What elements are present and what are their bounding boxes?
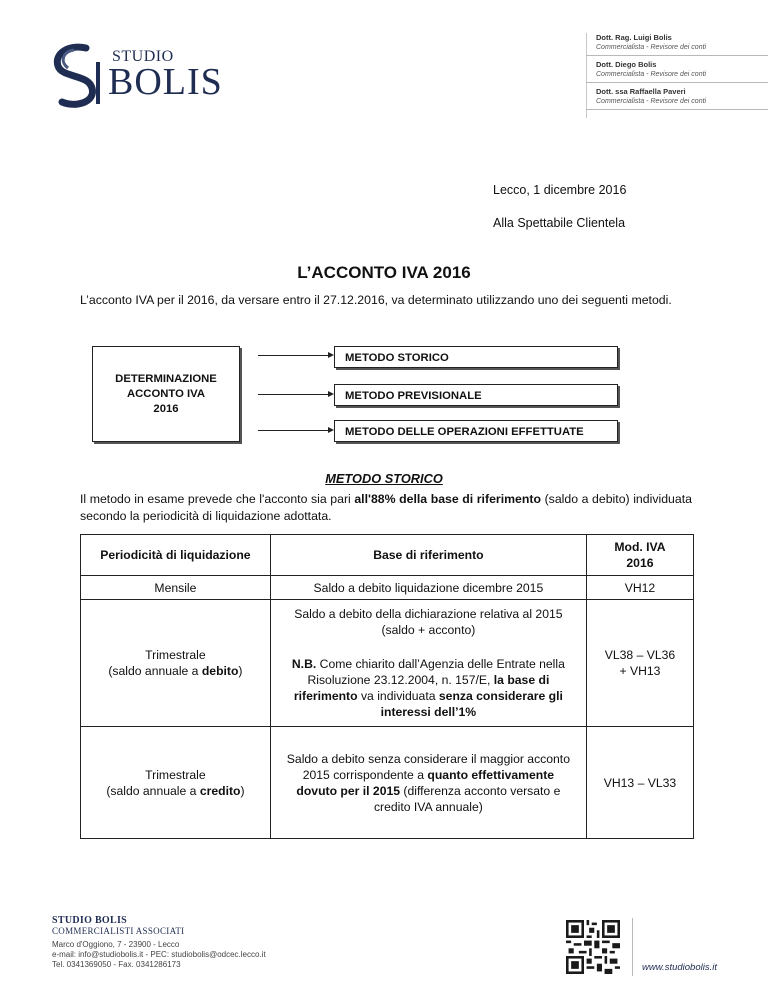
partner-item — [586, 87, 768, 110]
table-header-cell: Base di riferimento — [270, 535, 586, 576]
mod-line: VL38 – VL36 — [604, 648, 676, 662]
nb-bold: senza considerare gli interessi dell’1% — [380, 689, 563, 719]
partners-list — [586, 33, 768, 114]
method-operazioni-box: METODO DELLE OPERAZIONI EFFETTUATE — [334, 420, 618, 442]
section-text: (saldo a debito) individuata secondo la periodicità di liquidazione adottata. — [80, 492, 692, 523]
table-cell — [270, 727, 586, 839]
period-line: Trimestrale — [145, 767, 206, 782]
nb-text: va individuata — [357, 689, 439, 703]
determination-line: 2016 — [153, 402, 179, 415]
footer-contacts — [52, 916, 266, 970]
section-title: METODO STORICO — [325, 471, 443, 486]
arrow-icon — [258, 430, 332, 431]
period-line: Trimestrale — [145, 648, 206, 662]
nb-bold: la base di riferimento — [293, 673, 550, 703]
period-line — [87, 663, 264, 679]
table-header-cell: Periodicità di liquidazione — [81, 535, 271, 576]
footer-divider — [632, 918, 633, 976]
period-line — [87, 783, 264, 799]
logo-bolis-text: BOLIS — [108, 61, 223, 103]
determination-line: DETERMINAZIONE — [115, 372, 217, 385]
base-text: (differenza acconto versato e credito IVA annuale) — [373, 783, 561, 814]
partner-name: Dott. ssa Raffaella Paveri — [596, 87, 686, 96]
footer-email: e-mail: info@studiobolis.it - PEC: studiobolis@odcec.lecco.it — [52, 950, 266, 959]
mod-iva-header: Mod. IVA 2016 — [614, 540, 666, 570]
partner-role: Commercialista - Revisore dei conti — [596, 71, 707, 78]
partner-role: Commercialista - Revisore dei conti — [596, 98, 707, 105]
period-bold: debito — [201, 664, 239, 678]
footer-address: Marco d'Oggiono, 7 - 23900 - Lecco — [52, 940, 180, 949]
partner-name: Dott. Rag. Luigi Bolis — [596, 33, 672, 42]
nb-note — [281, 656, 576, 720]
mod-line: + VH13 — [619, 664, 661, 678]
period-text: (saldo annuale a — [108, 664, 202, 678]
method-previsionale-box: METODO PREVISIONALE — [334, 384, 618, 406]
logo-studio-text: STUDIO — [112, 48, 174, 65]
table-cell: VH12 — [586, 576, 693, 600]
base-text: Saldo a debito senza considerare il maggior acconto 2015 corrispondente a — [286, 751, 570, 782]
table-cell — [81, 727, 271, 839]
table-row — [81, 576, 694, 600]
table-cell — [81, 600, 271, 727]
place-date: Lecco, 1 dicembre 2016 — [493, 183, 627, 197]
section-text-bold: all'88% della base di riferimento — [354, 492, 542, 506]
table-header-row — [81, 535, 694, 576]
nb-label: N.B. — [291, 657, 317, 671]
page-title: L’ACCONTO IVA 2016 — [297, 263, 471, 282]
period-text: ) — [238, 664, 243, 678]
partner-role: Commercialista - Revisore dei conti — [596, 44, 707, 51]
qr-code-icon — [566, 920, 620, 974]
table-cell — [270, 600, 586, 727]
footer-phone: Tel. 0341369050 - Fax. 0341286173 — [52, 960, 181, 969]
addressee: Alla Spettabile Clientela — [493, 216, 626, 230]
table-cell: Mensile — [81, 576, 271, 600]
nb-text: Come chiarito dall’Agenzia delle Entrate nella Risoluzione 23.12.2004, n. 157/E, — [307, 657, 565, 687]
base-bold: quanto effettivamente dovuto per il 2015 — [296, 767, 555, 798]
reference-table — [80, 534, 694, 839]
period-text: ) — [240, 783, 245, 798]
base-top-text: Saldo a debito della dichiarazione relativa al 2015 (saldo + acconto) — [294, 607, 563, 637]
partner-name: Dott. Diego Bolis — [596, 60, 657, 69]
partner-item — [586, 60, 768, 83]
website-link[interactable]: www.studiobolis.it — [642, 962, 717, 973]
table-cell: VH13 – VL33 — [586, 727, 693, 839]
table-header-cell — [586, 535, 693, 576]
arrow-icon — [258, 394, 332, 395]
period-bold: credito — [199, 783, 241, 798]
section-paragraph — [80, 491, 692, 525]
determination-line: ACCONTO IVA — [126, 387, 206, 400]
partner-item — [586, 33, 768, 56]
table-row — [81, 600, 694, 727]
footer-name: STUDIO BOLIS — [52, 915, 128, 926]
table-row — [81, 727, 694, 839]
studio-logo — [48, 42, 228, 112]
table-cell: Saldo a debito liquidazione dicembre 2015 — [270, 576, 586, 600]
method-storico-box: METODO STORICO — [334, 346, 618, 368]
footer-subtitle: COMMERCIALISTI ASSOCIATI — [52, 926, 185, 936]
period-text: (saldo annuale a — [106, 783, 200, 798]
intro-paragraph: L’acconto IVA per il 2016, da versare entro il 27.12.2016, va determinato utilizzando uno dei seguenti metodi. — [80, 293, 672, 307]
logo-monogram-icon — [48, 42, 110, 108]
determination-box — [92, 346, 240, 442]
table-cell — [586, 600, 693, 727]
section-text: Il metodo in esame prevede che l'acconto sia pari — [80, 492, 355, 506]
arrow-icon — [258, 355, 332, 356]
